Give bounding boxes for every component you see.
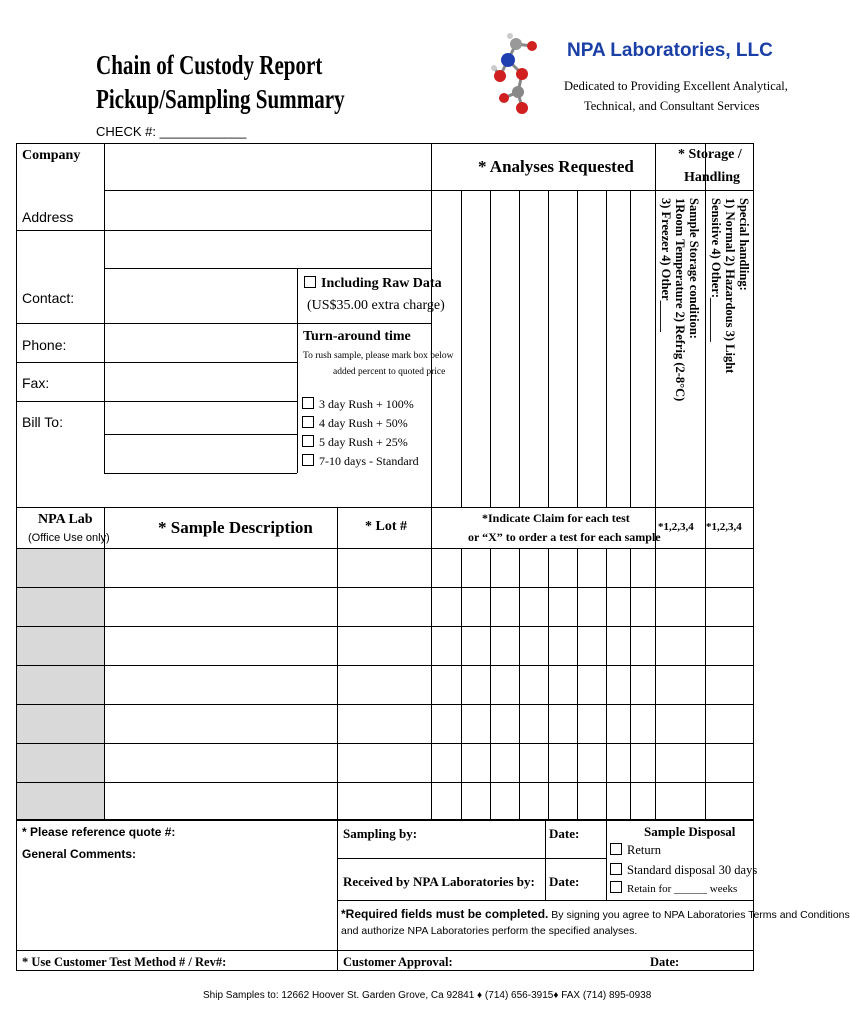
fax-field[interactable] xyxy=(106,365,298,400)
standard-disposal-checkbox[interactable] xyxy=(610,863,622,875)
company-label: Company xyxy=(22,148,81,163)
page-title xyxy=(96,48,415,116)
company-field[interactable] xyxy=(106,146,432,188)
required-text-line-2: and authorize NPA Laboratories perform the specified analyses. xyxy=(341,925,638,937)
molecule-icon xyxy=(486,26,550,118)
rush-4-checkbox[interactable] xyxy=(302,416,314,428)
code-col-b: *1,2,3,4 xyxy=(706,521,742,533)
title-line-1: Chain of Custody Report xyxy=(96,50,323,80)
address-field[interactable] xyxy=(106,193,432,267)
turnaround-option[interactable]: 5 day Rush + 25% xyxy=(302,433,419,452)
title-line-2: Pickup/Sampling Summary xyxy=(96,84,345,114)
bill-to-field[interactable] xyxy=(106,404,298,472)
disposal-title: Sample Disposal xyxy=(644,824,736,839)
sampling-by-label: Sampling by: xyxy=(343,826,418,841)
date-label-1: Date: xyxy=(549,826,580,841)
storage-title-line-2: Handling xyxy=(684,170,741,185)
disposal-standard-option[interactable]: Standard disposal 30 days xyxy=(610,863,757,878)
ship-address: Ship Samples to: 12662 Hoover St. Garden Grove, Ca 92841 ♦ (714) 656-3915♦ FAX (714) 895-0938 xyxy=(203,990,652,1001)
lot-label: * Lot # xyxy=(365,519,407,534)
approval-label: Customer Approval: xyxy=(343,955,453,969)
special-handling-text: Special handling: 1) Normal 2) Hazardous 3) Light Sensitive 4) Other:_______ xyxy=(709,198,751,374)
raw-data-price: (US$35.00 extra charge) xyxy=(307,298,445,313)
date-label-2: Date: xyxy=(549,874,580,889)
check-label: CHECK #: ____________ xyxy=(96,124,247,139)
received-by-label: Received by NPA Laboratories by: xyxy=(343,874,535,889)
rush-5-checkbox[interactable] xyxy=(302,435,314,447)
rush-note-line-2: added percent to quoted price xyxy=(333,367,446,377)
raw-data-checkbox[interactable] xyxy=(304,276,316,288)
storage-condition-text: Sample Storage condition: 1Room Temperature 2) Refrig (2-8°C) 3) Freezer 4) Other_____ xyxy=(659,198,701,402)
analyses-title: * Analyses Requested xyxy=(478,157,634,176)
phone-field[interactable] xyxy=(106,326,298,361)
bill-to-label: Bill To: xyxy=(22,414,63,430)
contact-label: Contact: xyxy=(22,290,75,306)
required-text-line-1: By signing you agree to NPA Laboratories Terms and Conditions xyxy=(551,909,850,921)
required-notice xyxy=(341,906,850,939)
quote-label: * Please reference quote #: xyxy=(22,825,176,839)
method-label: * Use Customer Test Method # / Rev#: xyxy=(22,955,227,969)
retain-checkbox[interactable] xyxy=(610,881,622,893)
turnaround-option[interactable]: 4 day Rush + 50% xyxy=(302,414,419,433)
company-name: NPA Laboratories, LLC xyxy=(567,40,773,61)
disposal-return-option[interactable]: Return xyxy=(610,843,661,858)
turnaround-option[interactable]: 3 day Rush + 100% xyxy=(302,395,419,414)
sample-description-label: * Sample Description xyxy=(158,518,313,537)
code-col-a: *1,2,3,4 xyxy=(658,521,694,533)
rush-note-line-1: To rush sample, please mark box below xyxy=(303,351,454,361)
date-label-3: Date: xyxy=(650,955,680,969)
turnaround-title: Turn-around time xyxy=(303,329,411,344)
fax-label: Fax: xyxy=(22,375,50,391)
raw-data-label: Including Raw Data xyxy=(321,276,442,291)
phone-label: Phone: xyxy=(22,337,67,353)
comments-label: General Comments: xyxy=(22,847,137,861)
sample-table xyxy=(16,507,754,820)
contact-field[interactable] xyxy=(106,272,298,322)
molecule-logo xyxy=(486,26,550,118)
raw-data-option[interactable] xyxy=(304,276,442,292)
required-bold: *Required fields must be completed. xyxy=(341,907,549,921)
standard-checkbox[interactable] xyxy=(302,454,314,466)
return-checkbox[interactable] xyxy=(610,843,622,855)
npa-lab-label: NPA Lab xyxy=(38,512,93,527)
claim-line-2: or “X” to order a test for each sample xyxy=(468,530,661,544)
turnaround-option[interactable]: 7-10 days - Standard xyxy=(302,452,419,471)
tagline-line-2: Technical, and Consultant Services xyxy=(584,99,760,113)
tagline-line-1: Dedicated to Providing Excellent Analytical, xyxy=(564,79,788,93)
turnaround-options xyxy=(302,395,419,471)
office-use-label: (Office Use only) xyxy=(28,532,110,544)
rush-3-checkbox[interactable] xyxy=(302,397,314,409)
disposal-retain-option[interactable]: Retain for ______ weeks xyxy=(610,881,737,895)
address-label: Address xyxy=(22,209,74,225)
claim-line-1: *Indicate Claim for each test xyxy=(482,511,630,525)
storage-title-line-1: * Storage / xyxy=(678,147,742,162)
